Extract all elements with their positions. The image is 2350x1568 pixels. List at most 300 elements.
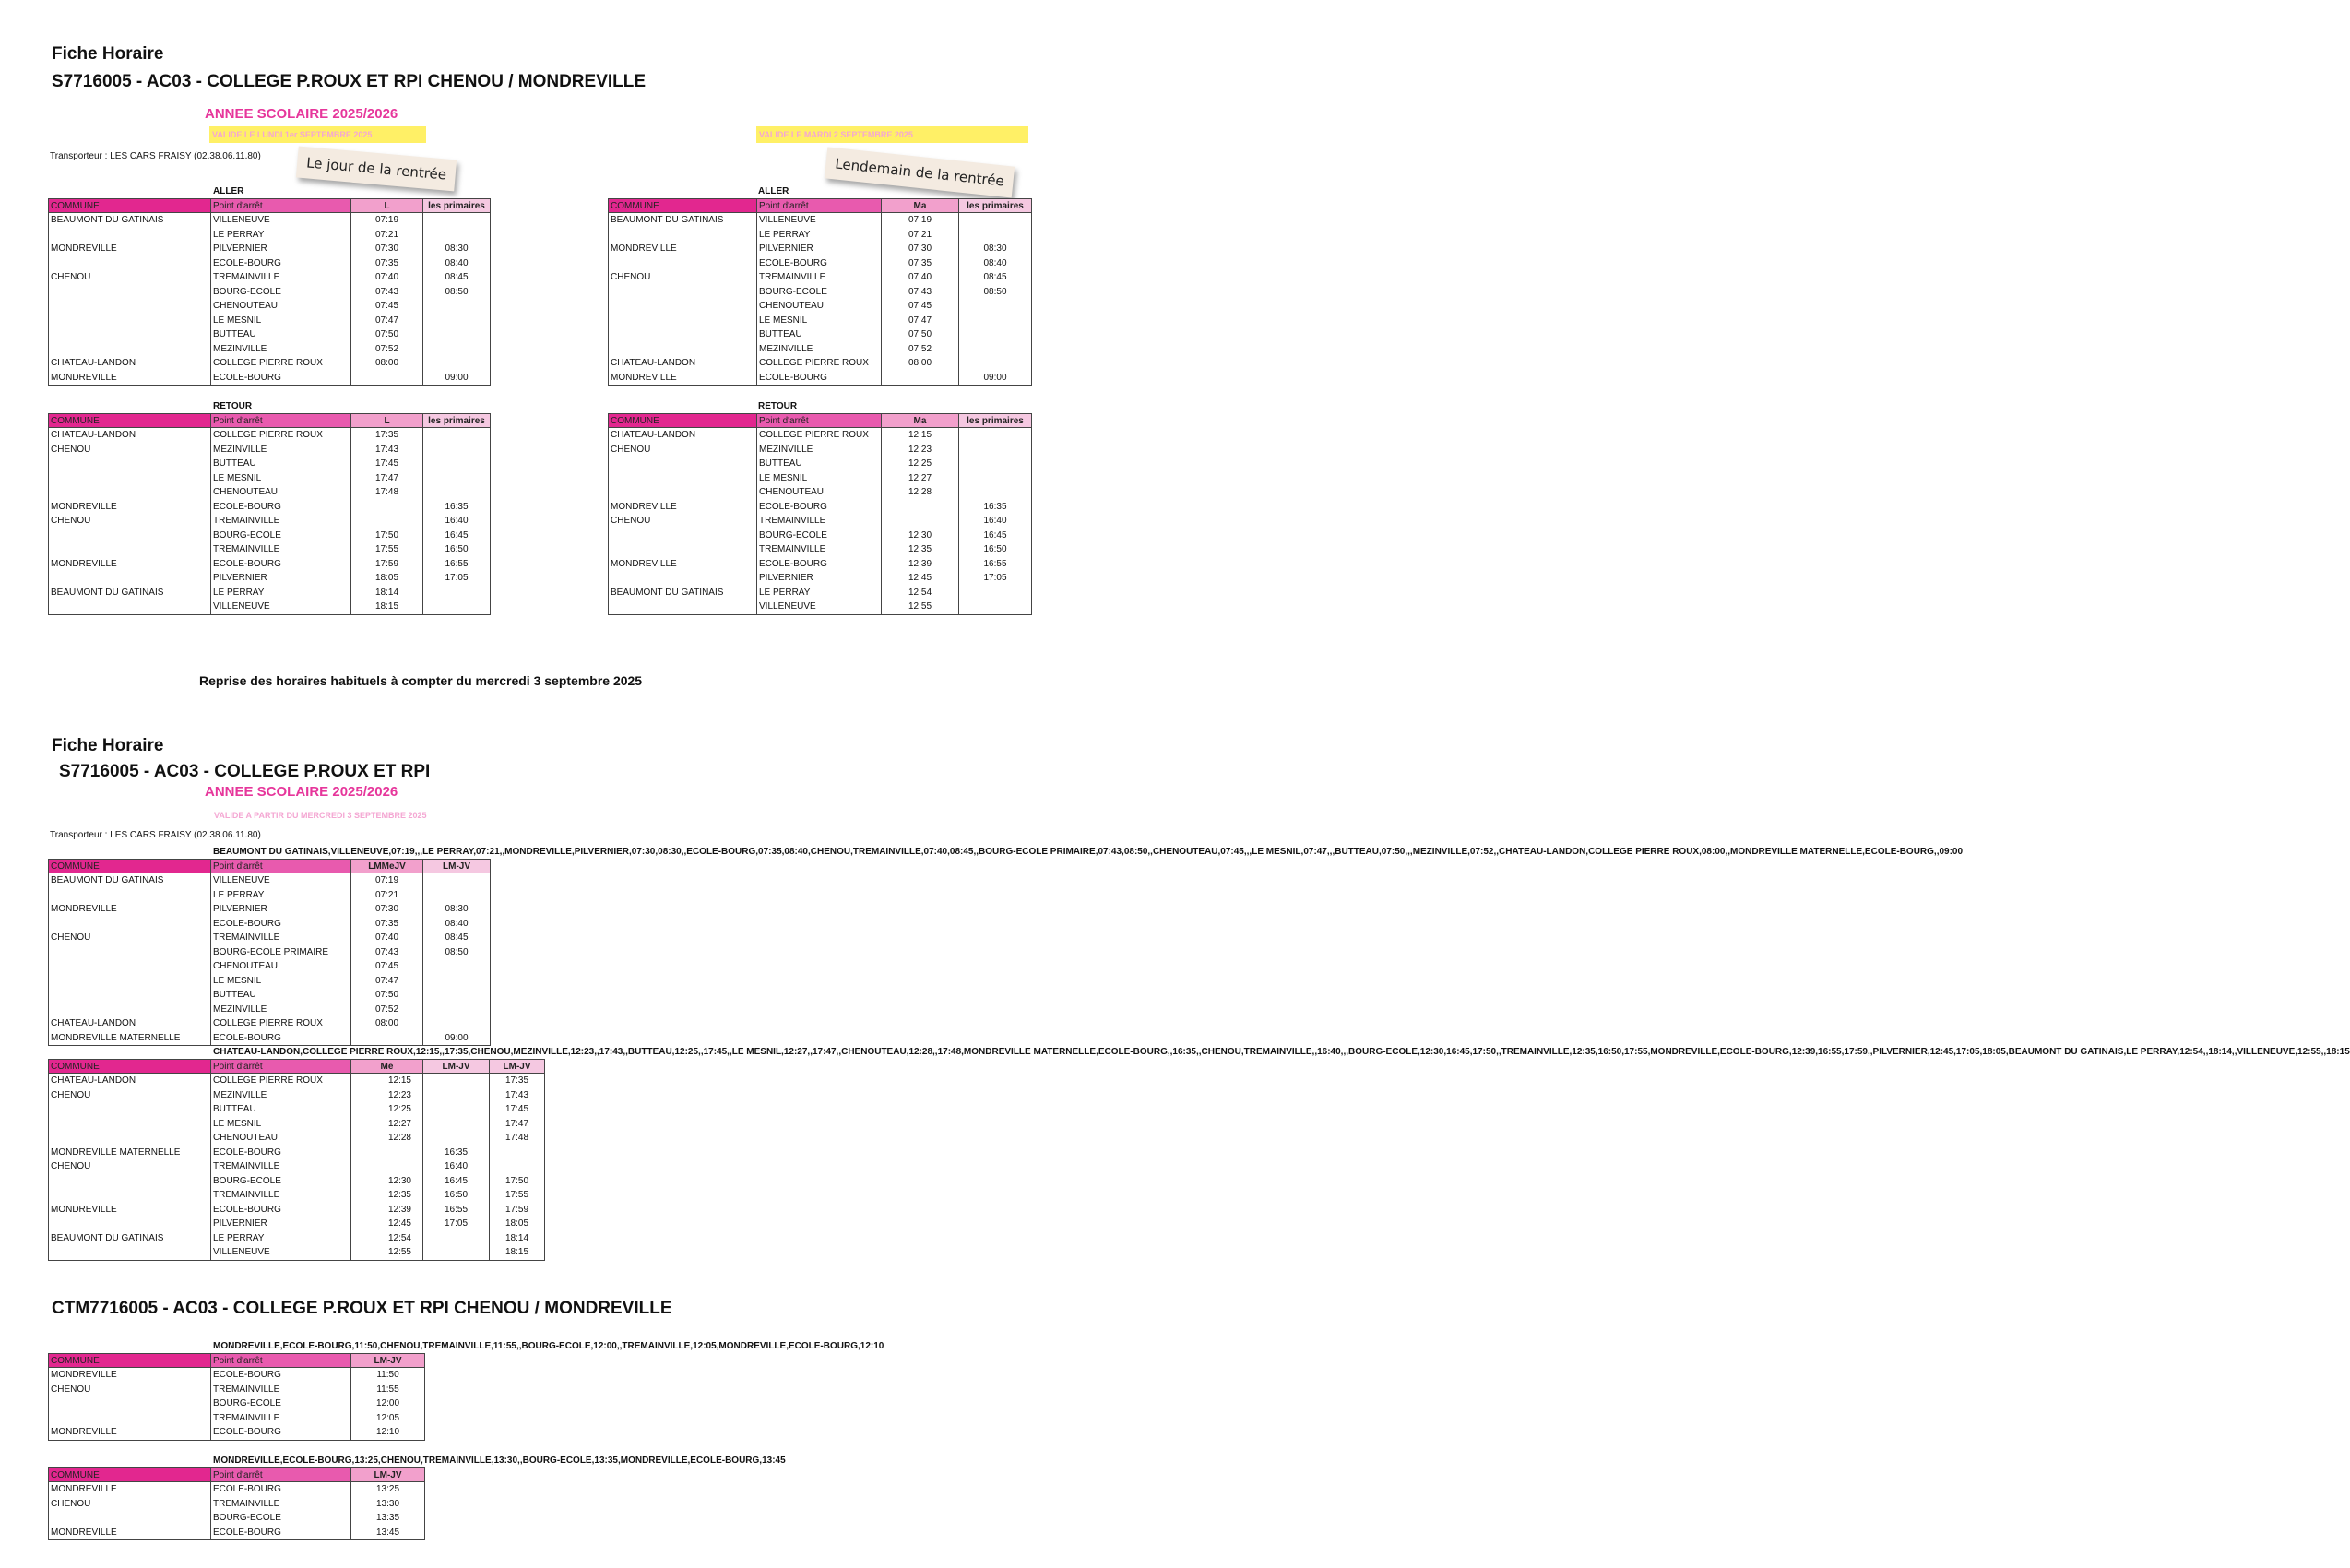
table-row: [49, 902, 491, 917]
time-cell: 12:30: [882, 529, 959, 543]
table-row: [49, 1411, 425, 1426]
table-row: [609, 586, 1032, 600]
commune-cell: MONDREVILLE: [609, 371, 757, 386]
commune-cell: [49, 299, 211, 314]
time-cell: 07:52: [351, 1003, 423, 1017]
commune-cell: CHENOU: [49, 1383, 211, 1397]
stop-cell: BOURG-ECOLE: [211, 1174, 351, 1189]
time-cell: 08:30: [423, 242, 491, 256]
commune-cell: [609, 299, 757, 314]
time-cell: [882, 514, 959, 529]
column-header: Point d'arrêt: [211, 199, 351, 213]
commune-cell: [49, 256, 211, 271]
table-row: [49, 1088, 545, 1103]
commune-cell: [49, 959, 211, 974]
table-row: [49, 1245, 545, 1260]
commune-cell: [49, 327, 211, 342]
commune-cell: [49, 988, 211, 1003]
commune-cell: MONDREVILLE: [609, 500, 757, 515]
time-cell: 17:35: [490, 1074, 545, 1088]
time-cell: [959, 471, 1032, 486]
time-cell: [423, 1074, 490, 1088]
stop-cell: LE MESNIL: [211, 314, 351, 328]
commune-cell: CHATEAU-LANDON: [49, 428, 211, 443]
time-cell: [490, 1146, 545, 1160]
time-cell: [423, 314, 491, 328]
time-cell: 12:28: [351, 1131, 423, 1146]
commune-cell: MONDREVILLE MATERNELLE: [49, 1031, 211, 1046]
time-cell: 08:00: [882, 356, 959, 371]
time-cell: 18:05: [351, 571, 423, 586]
table-row: [49, 457, 491, 471]
table-row: [49, 1117, 545, 1132]
column-header: LMMeJV: [351, 860, 423, 873]
time-cell: [423, 356, 491, 371]
time-cell: 07:30: [351, 902, 423, 917]
commune-cell: MONDREVILLE MATERNELLE: [49, 1146, 211, 1160]
route-title: S7716005 - AC03 - COLLEGE P.ROUX ET RPI CHENOU / MONDREVILLE: [52, 72, 647, 91]
time-cell: 12:55: [351, 1245, 423, 1260]
table-row: [609, 529, 1032, 543]
time-cell: 12:45: [882, 571, 959, 586]
column-header: L: [351, 414, 423, 428]
table-row: [609, 600, 1032, 614]
time-cell: 13:30: [351, 1497, 425, 1512]
stop-cell: TREMAINVILLE: [757, 514, 882, 529]
valide-left: VALIDE LE LUNDI 1er SEPTEMBRE 2025: [209, 126, 426, 143]
time-cell: [423, 888, 491, 903]
column-header: Point d'arrêt: [211, 414, 351, 428]
time-cell: [959, 485, 1032, 500]
stop-cell: PILVERNIER: [211, 902, 351, 917]
stop-cell: BUTTEAU: [211, 457, 351, 471]
table-row: [49, 529, 491, 543]
stop-cell: BOURG-ECOLE: [757, 285, 882, 300]
time-cell: [959, 356, 1032, 371]
time-cell: 12:25: [882, 457, 959, 471]
time-cell: [423, 299, 491, 314]
table-row: [49, 1217, 545, 1231]
commune-cell: BEAUMONT DU GATINAIS: [609, 213, 757, 228]
table-row: [609, 443, 1032, 457]
column-header: COMMUNE: [609, 414, 757, 428]
column-header: COMMUNE: [49, 414, 211, 428]
time-cell: [959, 600, 1032, 614]
stop-cell: COLLEGE PIERRE ROUX: [211, 1016, 351, 1031]
stop-cell: ECOLE-BOURG: [211, 557, 351, 572]
column-header: COMMUNE: [49, 860, 211, 873]
table-row: [49, 1425, 425, 1440]
stop-cell: COLLEGE PIERRE ROUX: [757, 356, 882, 371]
time-cell: [959, 228, 1032, 243]
valide-right: VALIDE LE MARDI 2 SEPTEMBRE 2025: [756, 126, 1028, 143]
commune-cell: [609, 571, 757, 586]
table-retour-lundi: [48, 413, 491, 615]
stop-cell: CHENOUTEAU: [757, 299, 882, 314]
table-header-row: [609, 414, 1032, 428]
table-aller-lundi: [48, 198, 491, 386]
commune-cell: CHENOU: [609, 270, 757, 285]
table-row: [49, 1003, 491, 1017]
stop-cell: ECOLE-BOURG: [211, 1482, 351, 1497]
column-header: COMMUNE: [49, 1060, 211, 1074]
stop-cell: ECOLE-BOURG: [211, 1425, 351, 1440]
stop-cell: COLLEGE PIERRE ROUX: [211, 428, 351, 443]
valide-mercredi: VALIDE A PARTIR DU MERCREDI 3 SEPTEMBRE 2025: [214, 811, 427, 820]
table-row: [49, 356, 491, 371]
time-cell: 16:35: [423, 1146, 490, 1160]
fiche-horaire-title: Fiche Horaire: [52, 44, 164, 64]
time-cell: 16:40: [423, 514, 491, 529]
stop-cell: LE MESNIL: [211, 471, 351, 486]
time-cell: 12:23: [351, 1088, 423, 1103]
stop-cell: TREMAINVILLE: [211, 931, 351, 945]
stop-cell: LE MESNIL: [211, 974, 351, 989]
stop-cell: CHENOUTEAU: [211, 959, 351, 974]
aller-label-right: ALLER: [758, 186, 789, 196]
commune-cell: MONDREVILLE: [49, 1203, 211, 1218]
time-cell: 16:50: [423, 542, 491, 557]
stop-cell: TREMAINVILLE: [211, 542, 351, 557]
time-cell: 08:00: [351, 356, 423, 371]
aller-label-2: BEAUMONT DU GATINAIS,VILLENEUVE,07:19,,,LE PERRAY,07:21,,MONDREVILLE,PILVERNIER,07:30,08:30,,ECOLE-BOURG,07:35,08:40,CHENOU,TREMAINVILLE,07:40,08:45,,BOURG-ECOLE PRIMAIRE,07:43,08:50,,CHENOUTEAU,07:45,,,LE MESNIL,07:47,,,BUTTEAU,07:50,,,MEZINVILLE,07:52,,CHATEAU-LANDON,COLLEGE PIERRE ROUX,08:00,,MONDREVILLE MATERNELLE,ECOLE-BOURG,,09:00: [213, 847, 1964, 857]
table-row: [49, 1031, 491, 1046]
table-row: [609, 285, 1032, 300]
time-cell: 07:35: [351, 917, 423, 932]
transporteur-2: Transporteur : LES CARS FRAISY (02.38.06.11.80): [50, 830, 261, 840]
time-cell: 16:45: [959, 529, 1032, 543]
time-cell: 07:40: [882, 270, 959, 285]
time-cell: [423, 1245, 490, 1260]
table-row: [49, 1396, 425, 1411]
time-cell: [423, 873, 491, 888]
stop-cell: VILLENEUVE: [757, 213, 882, 228]
column-header: Point d'arrêt: [211, 1468, 351, 1482]
time-cell: 08:30: [423, 902, 491, 917]
commune-cell: [49, 542, 211, 557]
commune-cell: [609, 285, 757, 300]
time-cell: [423, 586, 491, 600]
table-row: [49, 371, 491, 386]
commune-cell: CHENOU: [609, 514, 757, 529]
column-header: LM-JV: [423, 860, 491, 873]
table-row: [49, 256, 491, 271]
time-cell: 16:40: [959, 514, 1032, 529]
stop-cell: VILLENEUVE: [211, 213, 351, 228]
time-cell: 07:19: [351, 873, 423, 888]
column-header: Me: [351, 1060, 423, 1074]
time-cell: [423, 1131, 490, 1146]
column-header: Point d'arrêt: [211, 1060, 351, 1074]
table-row: [609, 514, 1032, 529]
time-cell: [423, 1231, 490, 1246]
time-cell: 07:52: [882, 342, 959, 357]
time-cell: 07:19: [351, 213, 423, 228]
stop-cell: ECOLE-BOURG: [211, 917, 351, 932]
time-cell: [423, 428, 491, 443]
time-cell: 07:52: [351, 342, 423, 357]
time-cell: [423, 457, 491, 471]
time-cell: 07:47: [351, 314, 423, 328]
column-header: Point d'arrêt: [757, 414, 882, 428]
commune-cell: MONDREVILLE: [49, 1425, 211, 1440]
time-cell: [959, 342, 1032, 357]
commune-cell: [49, 457, 211, 471]
time-cell: [423, 1117, 490, 1132]
table-row: [609, 256, 1032, 271]
time-cell: 12:54: [882, 586, 959, 600]
time-cell: [959, 327, 1032, 342]
time-cell: [959, 443, 1032, 457]
time-cell: [351, 500, 423, 515]
time-cell: 12:55: [882, 600, 959, 614]
time-cell: 17:43: [351, 443, 423, 457]
time-cell: 07:35: [882, 256, 959, 271]
time-cell: [423, 1016, 491, 1031]
time-cell: 18:14: [351, 586, 423, 600]
table-row: [609, 371, 1032, 386]
time-cell: 16:40: [423, 1159, 490, 1174]
time-cell: 17:05: [423, 571, 491, 586]
time-cell: 09:00: [423, 371, 491, 386]
table-row: [49, 342, 491, 357]
time-cell: 09:00: [423, 1031, 491, 1046]
stop-cell: BUTTEAU: [757, 457, 882, 471]
time-cell: 07:21: [882, 228, 959, 243]
time-cell: [423, 443, 491, 457]
time-cell: [423, 228, 491, 243]
time-cell: 07:40: [351, 270, 423, 285]
stop-cell: VILLENEUVE: [757, 600, 882, 614]
stop-cell: ECOLE-BOURG: [757, 371, 882, 386]
time-cell: 12:28: [882, 485, 959, 500]
time-cell: 16:45: [423, 529, 491, 543]
column-header: LM-JV: [423, 1060, 490, 1074]
table-row: [49, 270, 491, 285]
table-row: [609, 471, 1032, 486]
time-cell: 12:39: [882, 557, 959, 572]
table-row: [49, 1102, 545, 1117]
table-row: [49, 1146, 545, 1160]
time-cell: [351, 1159, 423, 1174]
time-cell: [423, 959, 491, 974]
commune-cell: MONDREVILLE: [49, 1526, 211, 1540]
time-cell: 16:55: [423, 557, 491, 572]
stop-cell: TREMAINVILLE: [211, 1188, 351, 1203]
table-row: [49, 945, 491, 960]
stop-cell: COLLEGE PIERRE ROUX: [757, 428, 882, 443]
time-cell: 18:15: [351, 600, 423, 614]
time-cell: 17:35: [351, 428, 423, 443]
commune-cell: [609, 600, 757, 614]
table-header-row: [49, 199, 491, 213]
stop-cell: VILLENEUVE: [211, 600, 351, 614]
time-cell: 08:40: [423, 256, 491, 271]
stop-cell: BOURG-ECOLE: [211, 529, 351, 543]
commune-cell: [49, 945, 211, 960]
stop-cell: BOURG-ECOLE: [211, 285, 351, 300]
time-cell: [423, 327, 491, 342]
time-cell: [351, 514, 423, 529]
commune-cell: [49, 1131, 211, 1146]
stop-cell: PILVERNIER: [211, 242, 351, 256]
column-header: L: [351, 199, 423, 213]
column-header: LM-JV: [351, 1468, 425, 1482]
stop-cell: ECOLE-BOURG: [211, 256, 351, 271]
table-row: [49, 1231, 545, 1246]
stop-cell: MEZINVILLE: [211, 342, 351, 357]
commune-cell: [609, 256, 757, 271]
annee-scolaire: ANNEE SCOLAIRE 2025/2026: [205, 106, 398, 122]
time-cell: [959, 457, 1032, 471]
stop-cell: BUTTEAU: [211, 988, 351, 1003]
commune-cell: [49, 1188, 211, 1203]
table-row: [49, 443, 491, 457]
stop-cell: MEZINVILLE: [757, 443, 882, 457]
time-cell: 12:25: [351, 1102, 423, 1117]
commune-cell: [609, 457, 757, 471]
time-cell: [423, 988, 491, 1003]
table-row: [609, 228, 1032, 243]
column-header: LM-JV: [351, 1354, 425, 1368]
time-cell: 18:15: [490, 1245, 545, 1260]
time-cell: [423, 1088, 490, 1103]
table-row: [49, 514, 491, 529]
table-row: [49, 213, 491, 228]
commune-cell: [49, 1245, 211, 1260]
time-cell: 17:55: [490, 1188, 545, 1203]
time-cell: 17:59: [490, 1203, 545, 1218]
stop-cell: LE PERRAY: [211, 1231, 351, 1246]
time-cell: 13:45: [351, 1526, 425, 1540]
commune-cell: [609, 314, 757, 328]
time-cell: 16:35: [423, 500, 491, 515]
commune-cell: [49, 571, 211, 586]
commune-cell: CHENOU: [49, 270, 211, 285]
table-row: [49, 1526, 425, 1540]
time-cell: 12:35: [351, 1188, 423, 1203]
commune-cell: [609, 228, 757, 243]
stop-cell: PILVERNIER: [211, 571, 351, 586]
time-cell: 08:00: [351, 1016, 423, 1031]
table-row: [609, 557, 1032, 572]
table-row: [49, 959, 491, 974]
commune-cell: [609, 342, 757, 357]
stop-cell: LE PERRAY: [211, 586, 351, 600]
stop-cell: ECOLE-BOURG: [757, 256, 882, 271]
time-cell: 12:27: [882, 471, 959, 486]
stop-cell: PILVERNIER: [757, 571, 882, 586]
table-row: [609, 314, 1032, 328]
time-cell: [423, 342, 491, 357]
table-row: [609, 485, 1032, 500]
table-header-row: [49, 1468, 425, 1482]
table-row: [49, 228, 491, 243]
reprise-notice: Reprise des horaires habituels à compter du mercredi 3 septembre 2025: [199, 673, 643, 688]
commune-cell: MONDREVILLE: [49, 1482, 211, 1497]
commune-cell: MONDREVILLE: [609, 557, 757, 572]
commune-cell: [609, 471, 757, 486]
time-cell: [959, 299, 1032, 314]
stop-cell: ECOLE-BOURG: [757, 500, 882, 515]
commune-cell: [49, 1102, 211, 1117]
table-retour-habituel: [48, 1059, 545, 1261]
time-cell: [423, 213, 491, 228]
table-row: [49, 974, 491, 989]
time-cell: 17:59: [351, 557, 423, 572]
time-cell: [490, 1159, 545, 1174]
time-cell: 17:48: [490, 1131, 545, 1146]
time-cell: 17:43: [490, 1088, 545, 1103]
table-retour-mardi: [608, 413, 1032, 615]
table-header-row: [49, 1060, 545, 1074]
time-cell: 12:54: [351, 1231, 423, 1246]
commune-cell: [49, 529, 211, 543]
table-row: [49, 1016, 491, 1031]
table-row: [49, 1203, 545, 1218]
column-header: Ma: [882, 414, 959, 428]
stop-cell: MEZINVILLE: [211, 1088, 351, 1103]
table-row: [49, 557, 491, 572]
table-row: [49, 500, 491, 515]
time-cell: 07:43: [351, 945, 423, 960]
commune-cell: CHATEAU-LANDON: [609, 356, 757, 371]
time-cell: 07:21: [351, 888, 423, 903]
column-header: COMMUNE: [49, 199, 211, 213]
stop-cell: LE PERRAY: [757, 228, 882, 243]
table-row: [49, 988, 491, 1003]
table-row: [49, 1174, 545, 1189]
table-row: [49, 327, 491, 342]
table-row: [609, 270, 1032, 285]
time-cell: 18:14: [490, 1231, 545, 1246]
table-row: [49, 485, 491, 500]
commune-cell: CHENOU: [49, 1159, 211, 1174]
time-cell: 07:47: [351, 974, 423, 989]
stop-cell: TREMAINVILLE: [757, 542, 882, 557]
time-cell: 11:55: [351, 1383, 425, 1397]
retour-label-2: CHATEAU-LANDON,COLLEGE PIERRE ROUX,12:15,,17:35,CHENOU,MEZINVILLE,12:23,,17:43,,BUTTEAU,12:25,,17:45,,LE MESNIL,12:27,,17:47,,CHENOUTEAU,12:28,,17:48,MONDREVILLE MATERNELLE,ECOLE-BOURG,,16:35,,CHENOU,TREMAINVILLE,,16:40,,,BOURG-ECOLE,12:30,16:45,17:50,,TREMAINVILLE,12:35,16:50,17:55,MONDREVILLE,ECOLE-BOURG,12:39,16:55,17:59,,PILVERNIER,12:45,17:05,18:05,BEAUMONT DU GATINAIS,LE PERRAY,12:54,,18:14,,VILLENEUVE,12:55,,18:15: [213, 1047, 2350, 1057]
time-cell: 16:55: [959, 557, 1032, 572]
transporteur: Transporteur : LES CARS FRAISY (02.38.06.11.80): [50, 151, 261, 161]
stop-cell: MEZINVILLE: [757, 342, 882, 357]
stop-cell: ECOLE-BOURG: [211, 1526, 351, 1540]
commune-cell: MONDREVILLE: [49, 500, 211, 515]
table-row: [49, 471, 491, 486]
time-cell: 12:00: [351, 1396, 425, 1411]
column-header: Point d'arrêt: [211, 1354, 351, 1368]
table-row: [609, 457, 1032, 471]
stop-cell: TREMAINVILLE: [211, 270, 351, 285]
commune-cell: MONDREVILLE: [609, 242, 757, 256]
table-header-row: [49, 1354, 425, 1368]
time-cell: 17:47: [351, 471, 423, 486]
commune-cell: CHATEAU-LANDON: [49, 356, 211, 371]
table-row: [49, 1383, 425, 1397]
commune-cell: [609, 529, 757, 543]
table-row: [49, 931, 491, 945]
time-cell: 07:50: [351, 327, 423, 342]
aller-label-left: ALLER: [213, 186, 244, 196]
time-cell: 12:45: [351, 1217, 423, 1231]
stop-cell: TREMAINVILLE: [757, 270, 882, 285]
time-cell: 09:00: [959, 371, 1032, 386]
stop-cell: CHENOUTEAU: [211, 485, 351, 500]
commune-cell: [49, 1217, 211, 1231]
stop-cell: BOURG-ECOLE: [757, 529, 882, 543]
retour-label-right: RETOUR: [758, 401, 798, 411]
time-cell: 08:45: [423, 270, 491, 285]
